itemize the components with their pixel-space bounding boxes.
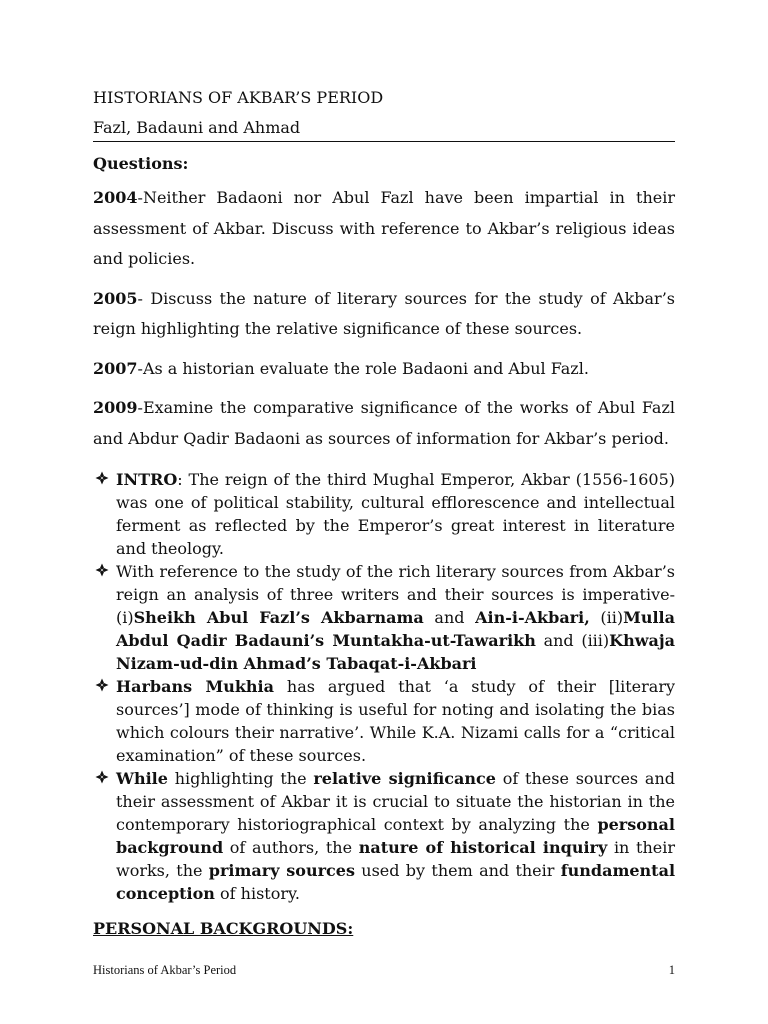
bullet-text: : The reign of the third Mughal Emperor, Akbar (1556-1605) was one of political stability, cultural efflorescence and intellectual ferment as reflected by the Emperor’s great interest in literature and theology. [116,470,675,558]
document-subtitle: Fazl, Badauni and Ahmad [93,118,301,137]
bullet-text: and (iii) [535,631,610,650]
bullet-intro [93,468,675,560]
bullet-bold: Ain-i-Akbari, [475,608,590,627]
diamond-bullet-icon [95,563,109,577]
questions-heading: Questions: [93,154,189,173]
question-year: 2007 [93,358,138,378]
bullet-bold: Sheikh Abul Fazl’s Akbarnama [133,608,424,627]
question-2007 [93,354,675,385]
question-text: - Discuss the nature of literary sources for the study of Akbar’s reign highlighting the relative significance of these sources. [93,288,675,338]
bullet-bold: Khwaja Nizam-ud-din Ahmad’s Tabaqat-i-Akbari [116,631,675,673]
bullet-bold: INTRO [116,470,178,489]
bullet-text: With reference to the study of the rich literary sources from Akbar’s reign an analysis of three writers and their sources is imperative-(i) [116,562,675,627]
question-year: 2005 [93,288,138,308]
question-text: -Neither Badaoni nor Abul Fazl have been impartial in their assessment of Akbar. Discuss with reference to Akbar’s religious ideas and policies. [93,188,675,268]
question-year: 2004 [93,188,138,207]
bullet-list [93,468,675,905]
bullet-text: in their works, the [116,838,676,880]
question-text: -As a historian evaluate the role Badaoni and Abul Fazl. [137,358,589,378]
bullet-text: (ii) [589,608,624,627]
bullet-while [93,767,675,905]
bullet-bold: nature of historical inquiry [358,838,608,857]
document-page [93,86,675,941]
bullet-bold: Mulla Abdul Qadir Badauni’s Muntakha-ut-Tawarikh [116,608,675,650]
question-2009 [93,393,675,454]
bullet-bold: While [116,769,168,788]
question-2004 [93,183,675,275]
section-heading-personal-backgrounds: PERSONAL BACKGROUNDS: [93,919,354,938]
question-year: 2009 [93,398,138,417]
document-title: HISTORIANS OF AKBAR’S PERIOD [93,88,384,107]
bullet-writers [93,560,675,675]
bullet-mukhia [93,675,675,767]
page-number: 1 [668,963,675,977]
question-2005 [93,284,675,345]
bullet-bold: personal background [116,815,675,857]
bullet-text: of these sources and their assessment of Akbar it is crucial to situate the historian in the contemporary historiographical context by analyzing the [116,769,675,834]
page-footer [93,963,675,978]
bullet-bold: Harbans Mukhia [116,677,274,696]
bullet-bold: relative significance [313,769,496,788]
bullet-text: used by them and their [354,861,561,880]
bullet-text: has argued that ‘a study of their [literary sources’] mode of thinking is useful for noting and isolating the bias which colours their narrative’. While K.A. Nizami calls for a “critical examination” of these sources. [116,677,676,765]
header-rule [93,141,675,142]
footer-title: Historians of Akbar’s Period [93,963,237,977]
bullet-text: highlighting the [167,769,314,788]
diamond-bullet-icon [95,678,109,692]
bullet-bold: fundamental conception [116,861,676,903]
bullet-bold: primary sources [208,861,355,880]
bullet-text: of history. [214,884,301,903]
bullet-text: and [423,608,476,627]
diamond-bullet-icon [95,770,109,784]
bullet-text: of authors, the [223,838,359,857]
question-text: -Examine the comparative significance of the works of Abul Fazl and Abdur Qadir Badaoni as sources of information for Akbar’s period. [93,398,675,448]
diamond-bullet-icon [95,471,109,485]
